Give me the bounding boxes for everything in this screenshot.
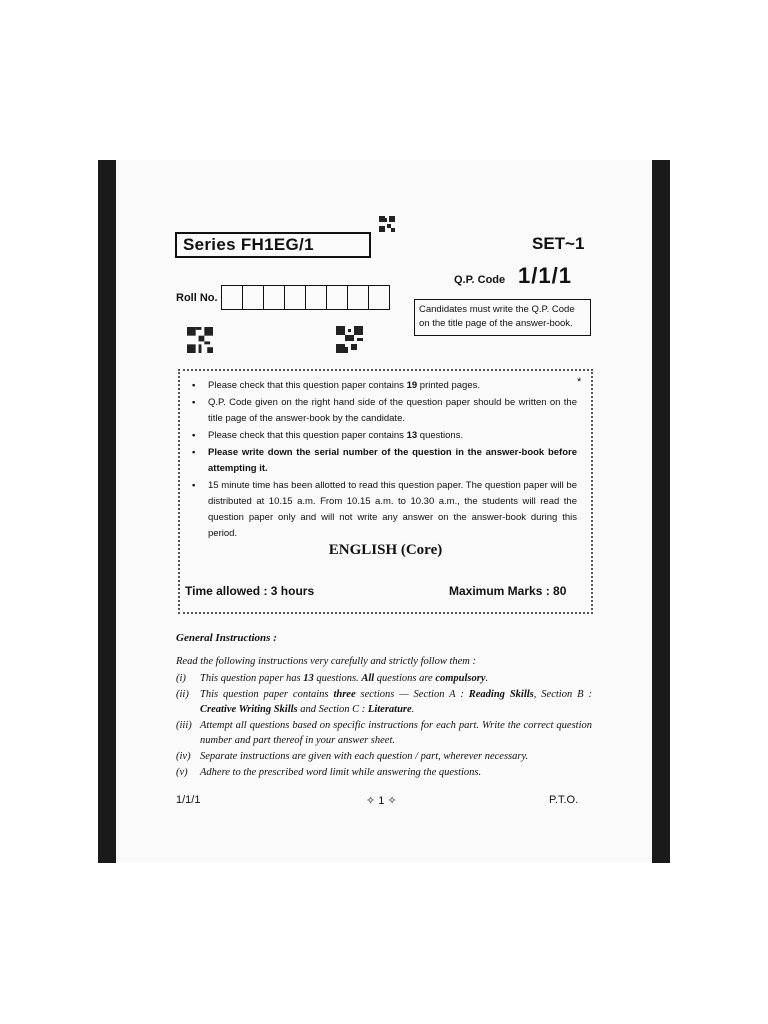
qr-code-top-icon	[379, 216, 395, 232]
right-black-border	[652, 160, 670, 863]
roll-number-box[interactable]	[326, 285, 348, 310]
item-number: (i)	[176, 673, 186, 684]
roll-number-box[interactable]	[368, 285, 390, 310]
general-instructions	[176, 654, 592, 781]
general-instruction-item	[176, 749, 592, 764]
set-label: SET~1	[532, 234, 585, 253]
qr-code-middle-icon	[336, 325, 363, 354]
general-instructions-title: General Instructions :	[176, 632, 277, 644]
item-number: (ii)	[176, 689, 189, 700]
roll-number-box[interactable]	[284, 285, 306, 310]
pto-label: P.T.O.	[549, 794, 579, 806]
item-text: This question paper has 13 questions. All questions are compulsory.	[200, 673, 489, 684]
instruction-text: Q.P. Code given on the right hand side of the question paper should be written on the title page of the answer-book by the candidate.	[208, 397, 577, 424]
item-number: (iv)	[176, 751, 191, 762]
qr-code-left-icon	[187, 326, 213, 354]
instruction-text: questions.	[417, 430, 464, 441]
roll-number-label: Roll No.	[176, 292, 218, 304]
item-text: Attempt all questions based on specific instructions for each part. Write the correct question number and part thereof in your answer sheet.	[200, 720, 592, 746]
instruction-text: Please check that this question paper contains	[208, 430, 407, 441]
instruction-text: printed pages.	[417, 380, 481, 391]
instruction-item	[190, 378, 577, 394]
item-text: Adhere to the prescribed word limit while answering the questions.	[200, 767, 482, 778]
item-text: This question paper contains three sections — Section A : Reading Skills, Section B : Creative Writing Skills and Section C : Literature.	[200, 689, 592, 715]
item-number: (iii)	[176, 720, 192, 731]
instruction-bold: 19	[406, 380, 418, 391]
maximum-marks: Maximum Marks : 80	[449, 584, 567, 598]
general-instruction-item	[176, 765, 592, 780]
item-number: (v)	[176, 767, 188, 778]
general-instruction-item	[176, 718, 592, 748]
roll-number-box[interactable]	[242, 285, 264, 310]
candidate-note: Candidates must write the Q.P. Code on the title page of the answer-book.	[414, 299, 591, 336]
instruction-bold: Please write down the serial number of the question in the answer-book before attempting it.	[208, 447, 577, 474]
instruction-item	[190, 395, 577, 427]
instruction-item	[190, 478, 577, 542]
roll-number-box[interactable]	[347, 285, 369, 310]
roll-number-box[interactable]	[221, 285, 243, 310]
instruction-item	[190, 445, 577, 477]
series-label: Series FH1EG/1	[175, 232, 371, 258]
general-instructions-intro: Read the following instructions very carefully and strictly follow them :	[176, 656, 476, 667]
instruction-bold: 13	[406, 430, 418, 441]
roll-number-box[interactable]	[263, 285, 285, 310]
general-instruction-item	[176, 671, 592, 686]
instruction-text: 15 minute time has been allotted to read this question paper. The question paper will be distributed at 10.15 a.m. From 10.15 a.m. to 10.30 a.m., the students will read the question paper only and will not write any answer on the answer-book during this period.	[208, 480, 577, 539]
item-text: Separate instructions are given with each question / part, wherever necessary.	[200, 751, 529, 762]
left-black-border	[98, 160, 116, 863]
roll-number-boxes	[222, 285, 390, 310]
instruction-list	[190, 378, 577, 543]
qp-code-value: 1/1/1	[518, 263, 572, 288]
roll-number-box[interactable]	[305, 285, 327, 310]
instruction-item	[190, 428, 577, 444]
instruction-text: Please check that this question paper contains	[208, 380, 407, 391]
footer-qp-code: 1/1/1	[176, 794, 201, 806]
subject-title: ENGLISH (Core)	[328, 542, 443, 558]
time-allowed: Time allowed : 3 hours	[185, 584, 315, 598]
general-instruction-item	[176, 687, 592, 717]
qp-code-label: Q.P. Code	[454, 274, 506, 286]
star-mark: *	[577, 376, 582, 388]
page-number: ✧ 1 ✧	[366, 795, 397, 807]
